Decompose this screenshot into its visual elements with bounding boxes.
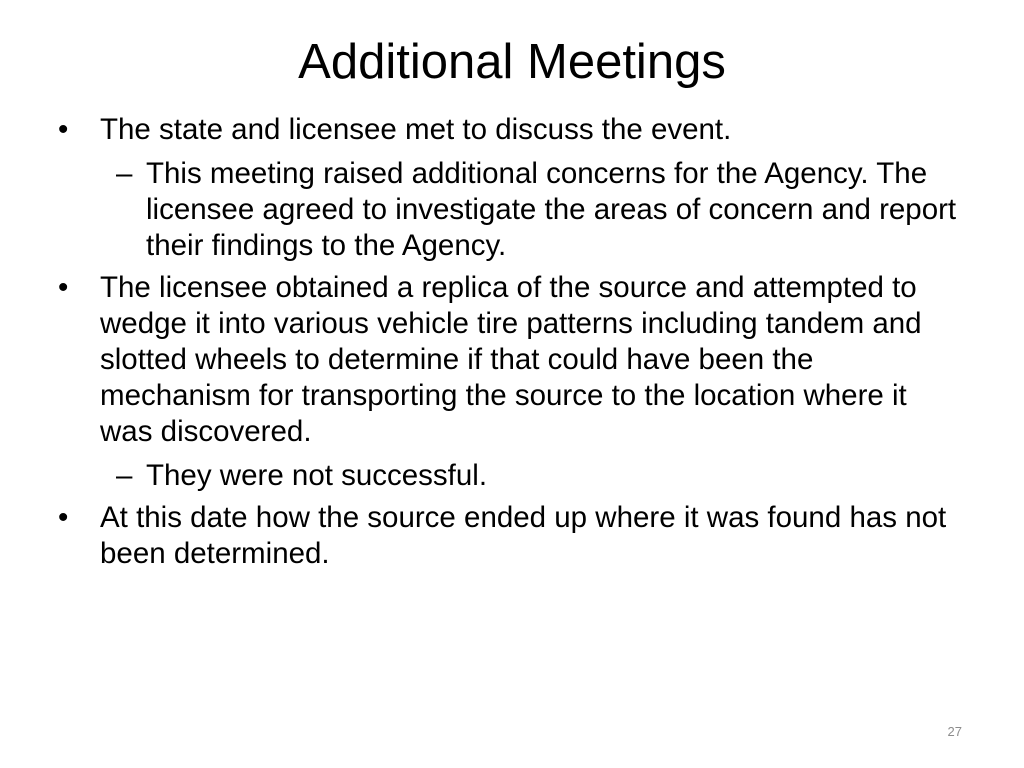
sub-bullet-text: They were not successful. (146, 459, 488, 492)
sub-bullet-text: This meeting raised additional concerns for the Agency. The licensee agreed to investigate the areas of concern and report their findings to the Agency. (146, 157, 957, 262)
sub-bullet-marker: – (116, 459, 133, 492)
bullet-item (56, 270, 966, 450)
bullet-text: At this date how the source ended up where it was found has not been determined. (100, 501, 947, 570)
bullet-text: The state and licensee met to discuss the event. (100, 113, 732, 146)
page-number: 27 (947, 724, 962, 739)
bullet-marker: • (58, 113, 69, 146)
bullet-text: The licensee obtained a replica of the source and attempted to wedge it into various vehicle tire patterns including tandem and slotted wheels to determine if that could have been the mechanism for transporting the source to the location where it was discovered. (100, 271, 922, 448)
bullet-marker: • (58, 501, 69, 534)
sub-bullet-item (56, 458, 966, 494)
slide-title: Additional Meetings (298, 35, 726, 89)
bullet-item (56, 112, 966, 148)
sub-bullet-marker: – (116, 157, 133, 190)
bullet-item (56, 500, 966, 572)
slide-content (56, 112, 966, 578)
sub-bullet-item (56, 156, 966, 264)
bullet-marker: • (58, 271, 69, 304)
